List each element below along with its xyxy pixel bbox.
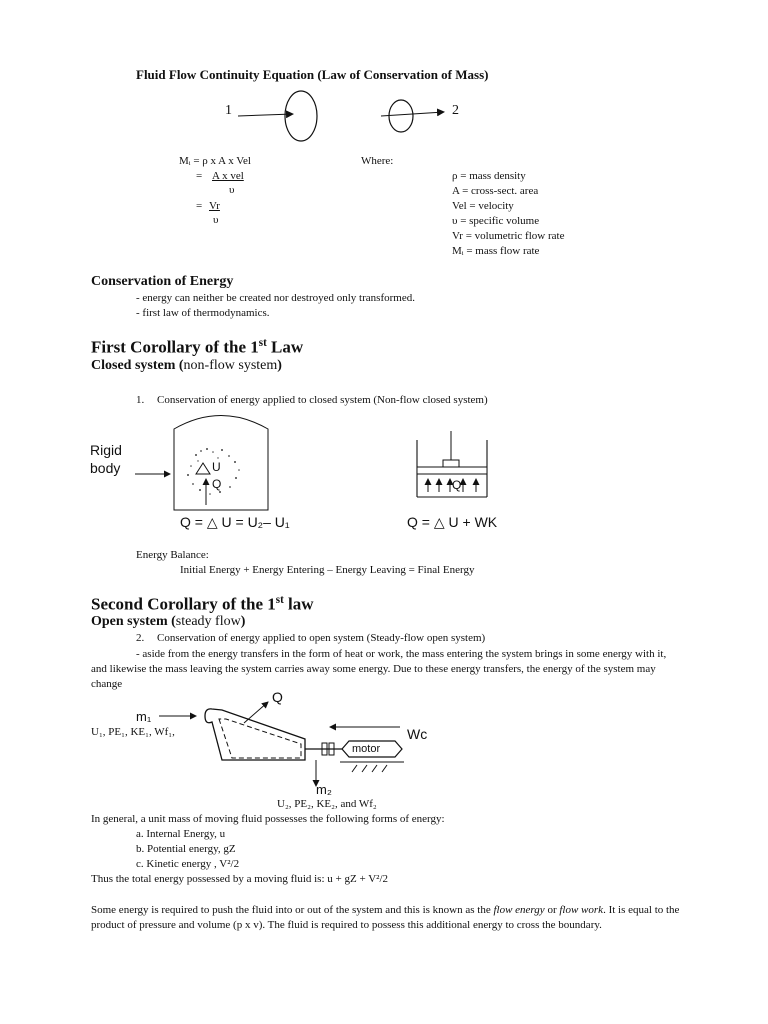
open-system-paragraph: - aside from the energy transfers in the form of heat or work, the mass entering the system brings in some energy with it, and likewise the mass leaving the system carries away some energy. Due to these energy transfers, the energy of the system may change xyxy=(91,648,667,690)
mass-flow-eq-3-den: υ xyxy=(213,214,219,226)
where-label: Where: xyxy=(361,155,394,167)
definition-item: Mᵢ = mass flow rate xyxy=(452,245,540,257)
forms-item: c. Kinetic energy , V²/2 xyxy=(136,858,240,870)
definition-item: Vel = velocity xyxy=(452,200,514,212)
mass-flow-eq-3-num: Vr xyxy=(209,200,220,212)
body-label: body xyxy=(90,460,121,476)
inlet-label: 1 xyxy=(225,103,232,118)
definition-item: ρ = mass density xyxy=(452,170,526,182)
conservation-energy-heading: Conservation of Energy xyxy=(91,274,234,289)
q-arrow xyxy=(244,702,268,723)
item-text-1: Conservation of energy applied to closed system (Non-flow closed system) xyxy=(157,394,488,406)
heading-sup: st xyxy=(258,337,267,349)
heading-text-end: law xyxy=(283,594,314,614)
closed-eq-right: Q = △ U + WK xyxy=(407,514,498,530)
page-title: Fluid Flow Continuity Equation (Law of Conservation of Mass) xyxy=(136,67,489,82)
closed-system-subheading xyxy=(91,358,282,374)
heading-text: Second Corollary of the 1 xyxy=(91,594,276,614)
mass-flow-eq-2-prefix: = xyxy=(196,170,203,182)
heading-text: First Corollary of the 1 xyxy=(91,337,259,357)
outlet-properties: U₂, PE₂, KE₂, and Wf₂ xyxy=(277,798,377,810)
q-label-open: Q xyxy=(272,689,283,705)
flow-energy-text-2: or xyxy=(544,904,560,916)
subheading-bold: Open system ( xyxy=(91,614,176,629)
bullet-item: - first law of thermodynamics. xyxy=(136,307,270,319)
total-energy-line: Thus the total energy possessed by a moving fluid is: u + gZ + V²/2 xyxy=(91,873,388,885)
definition-item: Vr = volumetric flow rate xyxy=(452,230,565,242)
ground-hatch xyxy=(352,765,387,772)
flow-energy-text-3: . It is equal to the product of pressure and volume (p x v). The fluid is required to possess this additional energy to cross the boundary. xyxy=(91,904,680,931)
definition-item: A = cross-sect. area xyxy=(452,185,539,197)
item-number-1: 1. xyxy=(136,394,145,406)
subheading-normal: steady flow xyxy=(175,614,241,629)
energy-balance-label: Energy Balance: xyxy=(136,549,209,561)
mass-flow-eq-1: Mᵢ = ρ x A x Vel xyxy=(179,155,251,167)
q-label-right: Q xyxy=(452,478,462,492)
inlet-properties: U₁, PE₁, KE₁, Wf₁, xyxy=(91,726,175,738)
open-system-subheading xyxy=(91,614,245,630)
mass-flow-eq-2-num: A x vel xyxy=(212,170,244,182)
subheading-bold: Closed system ( xyxy=(91,358,184,373)
wc-label: Wc xyxy=(407,726,428,742)
turbine-body xyxy=(205,709,305,760)
heading-sup: st xyxy=(275,594,284,606)
flow-energy-paragraph xyxy=(91,903,681,933)
forms-intro: In general, a unit mass of moving fluid possesses the following forms of energy: xyxy=(91,813,445,825)
definition-item: υ = specific volume xyxy=(452,215,540,227)
outlet-label: 2 xyxy=(452,103,459,118)
item-number-2: 2. xyxy=(136,632,145,644)
flow-energy-text-1: Some energy is required to push the fluid into or out of the system and this is known as the xyxy=(91,904,494,916)
rigid-container xyxy=(174,416,268,511)
flow-work-term: flow work xyxy=(559,904,604,916)
forms-item: a. Internal Energy, u xyxy=(136,828,226,840)
first-corollary-heading xyxy=(91,337,303,358)
outlet-section-ellipse xyxy=(389,100,413,132)
forms-item: b. Potential energy, gZ xyxy=(136,843,236,855)
control-volume xyxy=(219,719,301,758)
mass-flow-eq-3-prefix: = xyxy=(196,200,203,212)
piston xyxy=(417,467,487,474)
m1-label: m₁ xyxy=(136,709,152,724)
q-label-left: Q xyxy=(212,477,222,491)
subheading-normal: non-flow system xyxy=(183,358,278,373)
subheading-close: ) xyxy=(240,614,246,629)
m2-label: m₂ xyxy=(316,782,332,797)
second-corollary-heading xyxy=(91,594,314,615)
u-label: U xyxy=(212,460,221,474)
heading-text-end: Law xyxy=(266,337,304,357)
inlet-section-ellipse xyxy=(285,91,317,141)
bullet-item: - energy can neither be created nor destroyed only transformed. xyxy=(136,292,415,304)
rigid-label: Rigid xyxy=(90,442,122,458)
motor-label: motor xyxy=(352,743,381,755)
energy-balance-eq: Initial Energy + Energy Entering – Energy Leaving = Final Energy xyxy=(180,564,475,576)
subheading-close: ) xyxy=(277,358,282,373)
delta-icon xyxy=(196,463,210,474)
closed-eq-left: Q = △ U = U₂– U₁ xyxy=(180,514,290,530)
item-text-2: Conservation of energy applied to open system (Steady-flow open system) xyxy=(157,632,486,644)
flow-energy-term: flow energy xyxy=(493,904,545,916)
mass-flow-eq-2-den: υ xyxy=(229,184,235,196)
piston-weight xyxy=(443,460,459,467)
